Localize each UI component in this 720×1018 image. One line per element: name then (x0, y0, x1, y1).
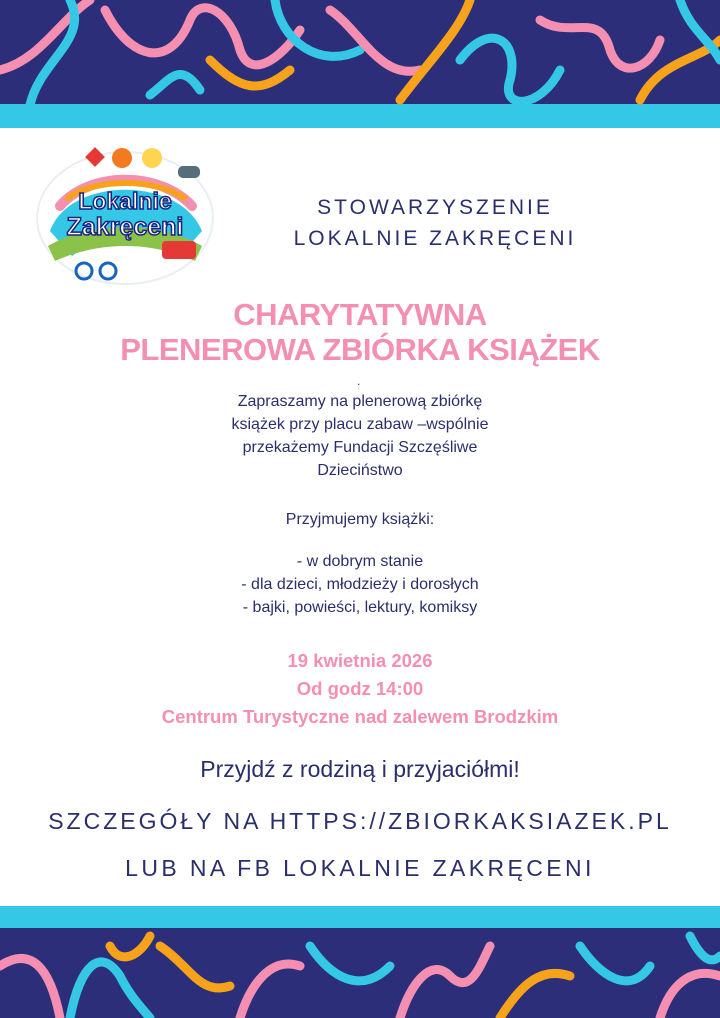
event-date: 19 kwietnia 2026 (287, 650, 433, 671)
facebook-info: LUB NA FB LOKALNIE ZAKRĘCENI (125, 855, 595, 881)
logo-text-line2: Zakręceni (66, 213, 184, 241)
top-decorative-band (0, 0, 720, 128)
list-item: - dla dzieci, młodzieży i dorosłych (241, 576, 479, 593)
accepted-books-list (160, 550, 560, 619)
invitation-text (160, 390, 560, 482)
invitation-line: przekażemy Fundacji Szczęśliwe (242, 439, 478, 456)
bottom-decorative-band (0, 906, 720, 1018)
list-item: - bajki, powieści, lektury, komiksy (242, 599, 478, 616)
title-line1: CHARYTATYWNA (233, 297, 487, 332)
list-item: - w dobrym stanie (296, 553, 424, 570)
separator-dot: . (357, 374, 361, 388)
lokalnie-zakreceni-logo (30, 136, 220, 296)
details-url: SZCZEGÓŁY NA HTTPS://ZBIORKAKSIAZEK.PL (48, 808, 672, 834)
org-name-line2: LOKALNIE ZAKRĘCENI (293, 227, 577, 250)
org-name-line1: STOWARZYSZENIE (317, 196, 553, 219)
accept-heading: Przyjmujemy książki: (285, 511, 435, 528)
family-invite: Przyjdź z rodziną i przyjaciółmi! (200, 756, 520, 782)
invitation-line: książek przy placu zabaw –wspólnie (231, 416, 489, 433)
invitation-line: Zapraszamy na plenerową zbiórkę (237, 393, 483, 410)
event-time: Od godz 14:00 (296, 678, 424, 699)
logo-text-line1: Lokalnie (78, 188, 172, 214)
title-line2: PLENEROWA ZBIÓRKA KSIĄŻEK (120, 332, 600, 367)
event-place: Centrum Turystyczne nad zalewem Brodzkim (161, 706, 559, 727)
invitation-line: Dzieciństwo (317, 462, 403, 479)
